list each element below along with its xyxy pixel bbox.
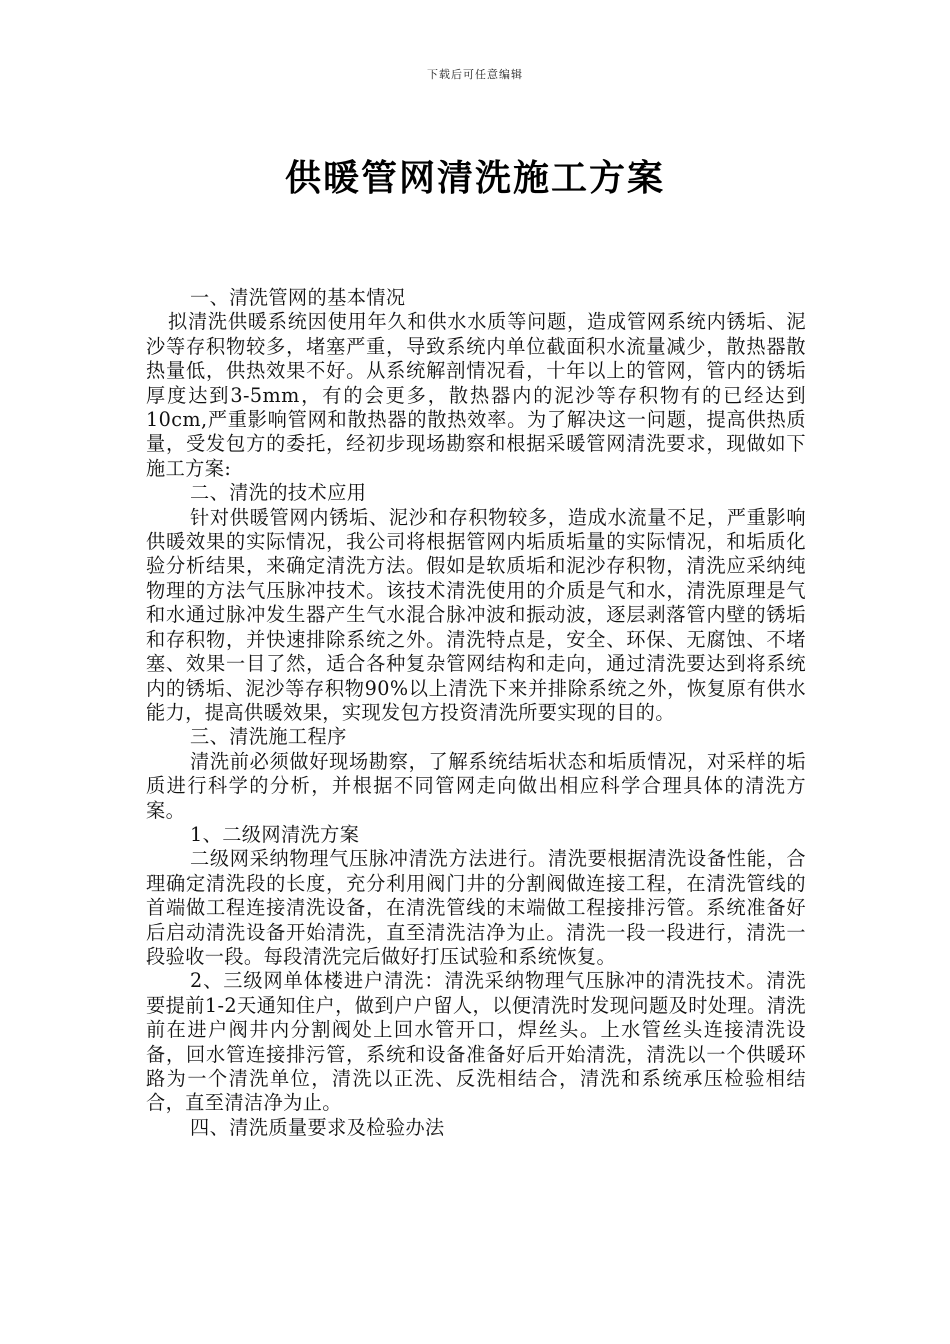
document-title: 供暖管网清洗施工方案 (284, 157, 665, 199)
paragraph-procedure: 清洗前必须做好现场勘察，了解系统结垢状态和垢质情况，对采样的垢质进行科学的分析，并根据不同管网走向做出相应科学合理具体的清洗方案。 (146, 749, 806, 822)
paragraph-technology: 针对供暖管网内锈垢、泥沙和存积物较多，造成水流量不足，严重影响供暖效果的实际情况，我公司将根据管网内垢质垢量的实际情况，和垢质化验分析结果，来确定清洗方法。假如是软质垢和泥沙存积物，清洗应采纳纯物理的方法气压脉冲技术。该技术清洗使用的介质是气和水，清洗原理是气和水通过脉冲发生器产生气水混合脉冲波和振动波，逐层剥落管内壁的锈垢和存积物，并快速排除系统之外。清洗特点是，安全、环保、无腐蚀、不堵塞、效果一目了然，适合各种复杂管网结构和走向，通过清洗要达到将系统内的锈垢、泥沙等存积物90%以上清洗下来并排除系统之外，恢复原有供水能力，提高供暖效果，实现发包方投资清洗所要实现的目的。 (146, 505, 806, 724)
section-heading-3: 三、清洗施工程序 (190, 725, 347, 749)
paragraph-tertiary-network: 2、三级网单体楼进户清洗：清洗采纳物理气压脉冲的清洗技术。清洗要提前1-2天通知住户，做到户户留人，以便清洗时发现问题及时处理。清洗前在进户阀井内分割阀处上回水管开口，焊丝头。上水管丝头连接清洗设备，回水管连接排污管，系统和设备准备好后开始清洗，清洗以一个供暖环路为一个清洗单位，清洗以正洗、反洗相结合，清洗和系统承压检验相结合，直至清洁净为止。 (146, 969, 806, 1115)
section-heading-1: 一、清洗管网的基本情况 (190, 286, 406, 309)
document-body (146, 286, 806, 1140)
paragraph-secondary-network: 二级网采纳物理气压脉冲清洗方法进行。清洗要根据清洗设备性能，合理确定清洗段的长度，充分利用阀门井的分割阀做连接工程，在清洗管线的首端做工程连接清洗设备，在清洗管线的末端做工程接排污管。系统准备好后启动清洗设备开始清洗，直至清洗洁净为止。清洗一段一段进行，清洗一段验收一段。每段清洗完后做好打压试验和系统恢复。 (146, 847, 806, 968)
page-header-note: 下载后可任意编辑 (427, 68, 523, 81)
section-heading-2: 二、清洗的技术应用 (190, 481, 367, 505)
subsection-heading-secondary-network: 1、二级网清洗方案 (190, 822, 360, 846)
section-heading-4: 四、清洗质量要求及检验办法 (190, 1115, 445, 1139)
paragraph-basic-situation: 拟清洗供暖系统因使用年久和供水水质等问题，造成管网系统内锈垢、泥沙等存积物较多，堵塞严重，导致系统内单位截面积水流量减少，散热器散热量低，供热效果不好。从系统解剖情况看，十年以上的管网，管内的锈垢厚度达到3-5mm，有的会更多，散热器内的泥沙等存积物有的已经达到10cm,严重影响管网和散热器的散热效率。为了解决这一问题，提高供热质量，受发包方的委托，经初步现场勘察和根据采暖管网清洗要求，现做如下施工方案: (146, 310, 806, 480)
